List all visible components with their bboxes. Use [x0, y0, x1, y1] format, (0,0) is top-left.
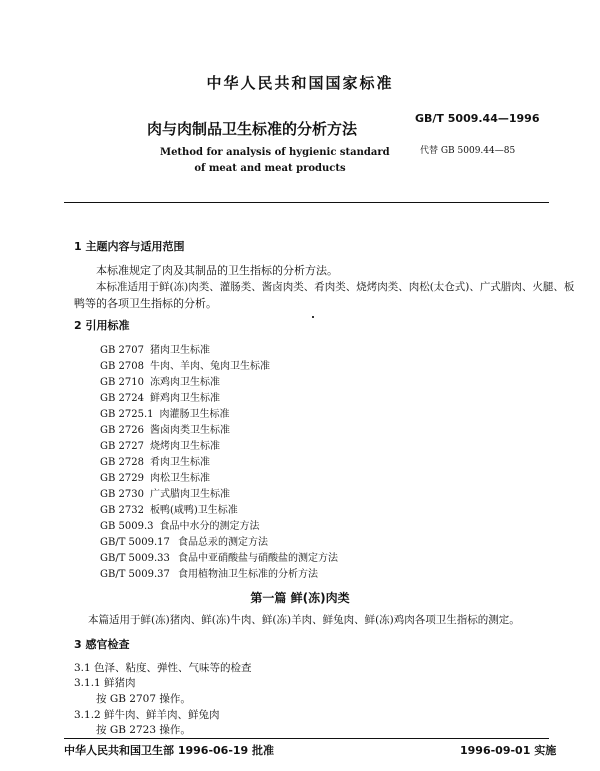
part-1-intro: 本篇适用于鲜(冻)猪肉、鲜(冻)牛肉、鲜(冻)羊肉、鲜兔肉、鲜(冻)鸡肉各项卫生指标的测定。 — [88, 614, 520, 626]
reference-item — [100, 421, 230, 436]
reference-code: GB 2732 — [100, 505, 144, 516]
reference-code: GB/T 5009.33 — [100, 553, 170, 564]
reference-item — [100, 453, 210, 468]
reference-item — [100, 341, 210, 356]
reference-item — [100, 357, 270, 372]
reference-code: GB 2729 — [100, 473, 144, 484]
reference-name: 食品总汞的测定方法 — [178, 537, 268, 548]
reference-item — [100, 565, 318, 580]
reference-item — [100, 437, 220, 452]
section-1-para-1: 本标准规定了肉及其制品的卫生指标的分析方法。 — [96, 264, 338, 277]
reference-item — [100, 469, 210, 484]
reference-item — [100, 485, 230, 500]
reference-code: GB 2730 — [100, 489, 144, 500]
replaces-standard: 代替 GB 5009.44—85 — [420, 146, 516, 156]
reference-name: 猪肉卫生标准 — [149, 345, 210, 356]
reference-item — [100, 517, 260, 532]
section-3-1-1: 3.1.1 鲜猪肉 — [74, 677, 136, 689]
approval-line: 中华人民共和国卫生部 1996-06-19 批准 — [64, 744, 275, 757]
reference-name: 鲜鸡肉卫生标准 — [149, 393, 220, 404]
reference-code: GB 2728 — [100, 457, 144, 468]
document-title: 肉与肉制品卫生标准的分析方法 — [147, 120, 358, 138]
reference-code: GB 5009.3 — [100, 521, 154, 532]
reference-name: 食品中亚硝酸盐与硝酸盐的测定方法 — [178, 553, 338, 564]
reference-code: GB 2724 — [100, 393, 144, 404]
reference-code: GB 2707 — [100, 345, 144, 356]
reference-code: GB 2725.1 — [100, 409, 154, 420]
english-title-line1: Method for analysis of hygienic standard — [160, 147, 390, 158]
reference-name: 板鸭(咸鸭)卫生标准 — [149, 505, 238, 516]
section-3-1-1-body: 按 GB 2707 操作。 — [96, 693, 191, 705]
reference-name: 广式腊肉卫生标准 — [149, 489, 230, 500]
reference-item — [100, 549, 338, 564]
section-1-heading: 1 主题内容与适用范围 — [74, 240, 185, 253]
reference-code: GB 2727 — [100, 441, 144, 452]
footer-divider — [64, 738, 549, 739]
part-1-heading: 第一篇 鲜(冻)肉类 — [250, 591, 350, 605]
reference-name: 酱卤肉类卫生标准 — [149, 425, 230, 436]
section-1-para-2-line-1: 本标准适用于鲜(冻)肉类、灌肠类、酱卤肉类、肴肉类、烧烤肉类、肉松(太仓式)、广式腊肉、火腿、板 — [96, 281, 575, 293]
reference-item — [100, 373, 220, 388]
standard-number: GB/T 5009.44—1996 — [415, 112, 540, 125]
reference-code: GB 2726 — [100, 425, 144, 436]
reference-name: 肉灌肠卫生标准 — [159, 409, 230, 420]
reference-item — [100, 389, 220, 404]
reference-item — [100, 405, 230, 420]
reference-name: 烧烤肉卫生标准 — [149, 441, 220, 452]
reference-name: 食用植物油卫生标准的分析方法 — [178, 569, 318, 580]
section-3-1: 3.1 色泽、粘度、弹性、气味等的检查 — [74, 662, 252, 674]
section-1-para-2-line-2: 鸭等的各项卫生指标的分析。 — [74, 297, 217, 310]
reference-name: 牛肉、羊肉、兔肉卫生标准 — [149, 361, 270, 372]
reference-name: 肉松卫生标准 — [149, 473, 210, 484]
section-2-heading: 2 引用标准 — [74, 319, 130, 332]
english-title-line2: of meat and meat products — [194, 163, 346, 174]
reference-code: GB 2708 — [100, 361, 144, 372]
reference-name: 肴肉卫生标准 — [149, 457, 210, 468]
section-3-heading: 3 感官检查 — [74, 638, 130, 651]
section-3-1-2: 3.1.2 鲜牛肉、鲜羊肉、鲜兔肉 — [74, 709, 220, 721]
reference-code: GB/T 5009.17 — [100, 537, 170, 548]
header-divider — [64, 202, 549, 203]
stray-mark — [312, 316, 314, 318]
reference-item — [100, 501, 238, 516]
national-standard-heading: 中华人民共和国国家标准 — [206, 74, 394, 92]
reference-item — [100, 533, 268, 548]
reference-name: 食品中水分的测定方法 — [159, 521, 260, 532]
reference-code: GB 2710 — [100, 377, 144, 388]
reference-code: GB/T 5009.37 — [100, 569, 170, 580]
section-3-1-2-body: 按 GB 2723 操作。 — [96, 724, 191, 736]
reference-name: 冻鸡肉卫生标准 — [149, 377, 220, 388]
effective-date: 1996-09-01 实施 — [460, 744, 557, 757]
